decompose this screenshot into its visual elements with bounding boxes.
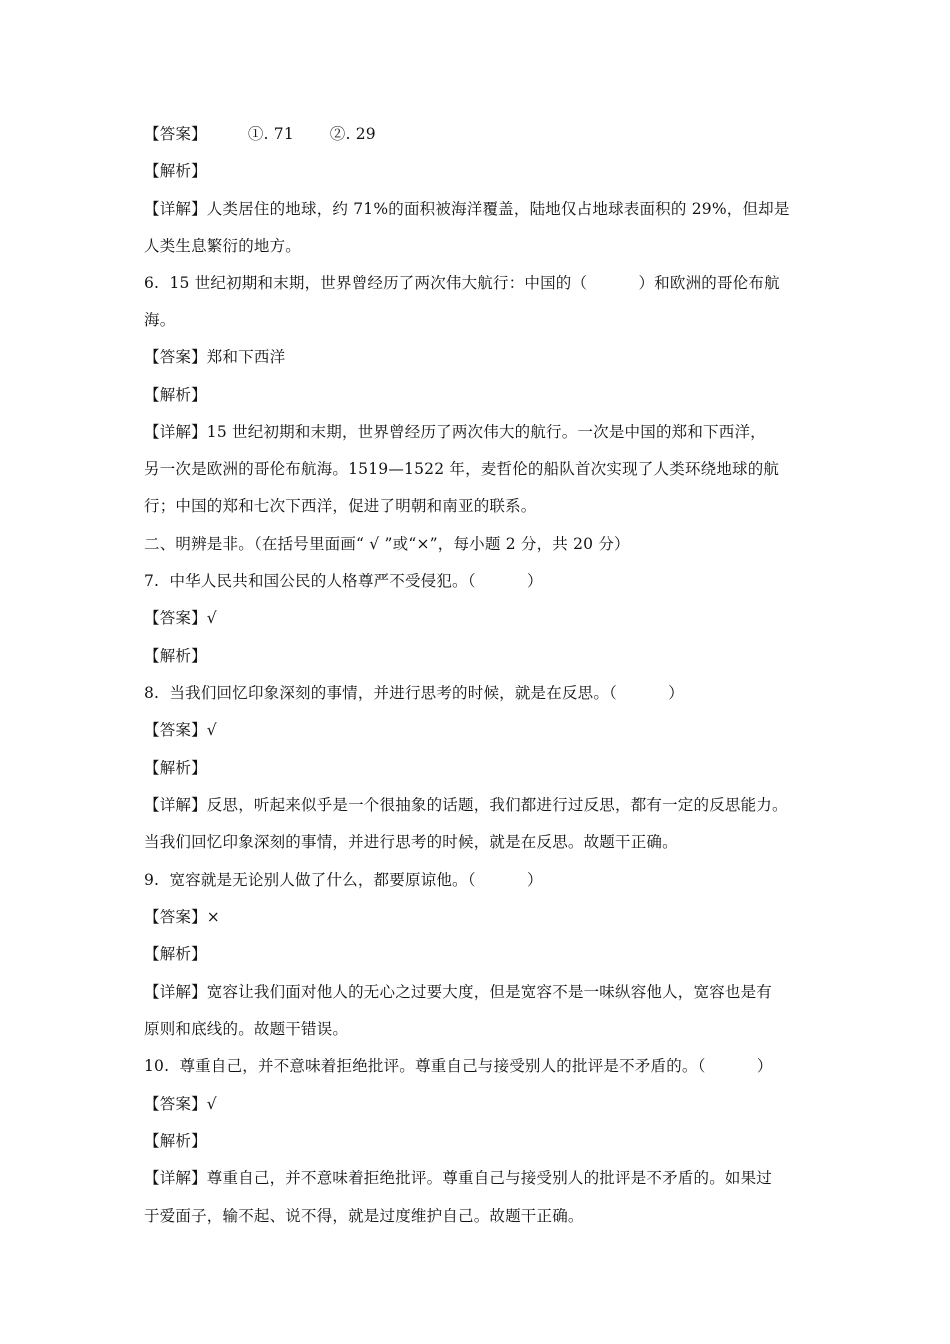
analysis-label-q10: 【解析】 [144,1132,207,1150]
explanation-line-q8-2: 当我们回忆印象深刻的事情，并进行思考的时候，就是在反思。故题干正确。 [144,833,678,851]
question-6-line-1: 6. 15 世纪初期和末期，世界曾经历了两次伟大航行：中国的（ ）和欧洲的哥伦布航 [144,274,780,292]
explanation-line-q5-1: 【详解】人类居住的地球，约 71%的面积被海洋覆盖，陆地仅占地球表面积的 29%，但却是 [144,200,790,218]
answer-line-q6: 【答案】郑和下西洋 [144,348,286,366]
analysis-label-q9: 【解析】 [144,945,207,963]
answer-line-q8: 【答案】√ [144,721,217,739]
answer-line-q10: 【答案】√ [144,1095,217,1113]
question-6-line-2: 海。 [144,311,176,329]
answer-line-q7: 【答案】√ [144,609,217,627]
explanation-line-q10-1: 【详解】尊重自己，并不意味着拒绝批评。尊重自己与接受别人的批评是不矛盾的。如果过 [144,1169,773,1187]
explanation-line-q6-3: 行；中国的郑和七次下西洋，促进了明朝和南亚的联系。 [144,497,537,515]
section-heading-2: 二、明辨是非。（在括号里面画“ √ ”或“×”，每小题 2 分，共 20 分） [144,535,630,553]
explanation-line-q8-1: 【详解】反思，听起来似乎是一个很抽象的话题，我们都进行过反思，都有一定的反思能力。 [144,796,788,814]
explanation-line-q5-2: 人类生息繁衍的地方。 [144,237,302,255]
explanation-line-q6-2: 另一次是欧洲的哥伦布航海。1519—1522 年，麦哲伦的船队首次实现了人类环绕地球的航 [144,460,780,478]
explanation-line-q6-1: 【详解】15 世纪初期和末期，世界曾经历了两次伟大的航行。一次是中国的郑和下西洋， [144,423,766,441]
analysis-label-q6: 【解析】 [144,386,207,404]
answer-line-q9: 【答案】× [144,908,220,926]
question-9: 9. 宽容就是无论别人做了什么，都要原谅他。（ ） [144,871,543,889]
analysis-label-q5: 【解析】 [144,162,207,180]
analysis-label-q7: 【解析】 [144,647,207,665]
question-7: 7. 中华人民共和国公民的人格尊严不受侵犯。（ ） [144,572,543,590]
explanation-line-q9-2: 原则和底线的。故题干错误。 [144,1020,349,1038]
question-8: 8. 当我们回忆印象深刻的事情，并进行思考的时候，就是在反思。（ ） [144,684,684,702]
analysis-label-q8: 【解析】 [144,759,207,777]
question-10: 10. 尊重自己，并不意味着拒绝批评。尊重自己与接受别人的批评是不矛盾的。（ ） [144,1057,773,1075]
explanation-line-q10-2: 于爱面子，输不起、说不得，就是过度维护自己。故题干正确。 [144,1207,584,1225]
answer-line-q5: 【答案】 ①. 71 ②. 29 [144,125,376,143]
explanation-line-q9-1: 【详解】宽容让我们面对他人的无心之过要大度，但是宽容不是一味纵容他人，宽容也是有 [144,983,773,1001]
